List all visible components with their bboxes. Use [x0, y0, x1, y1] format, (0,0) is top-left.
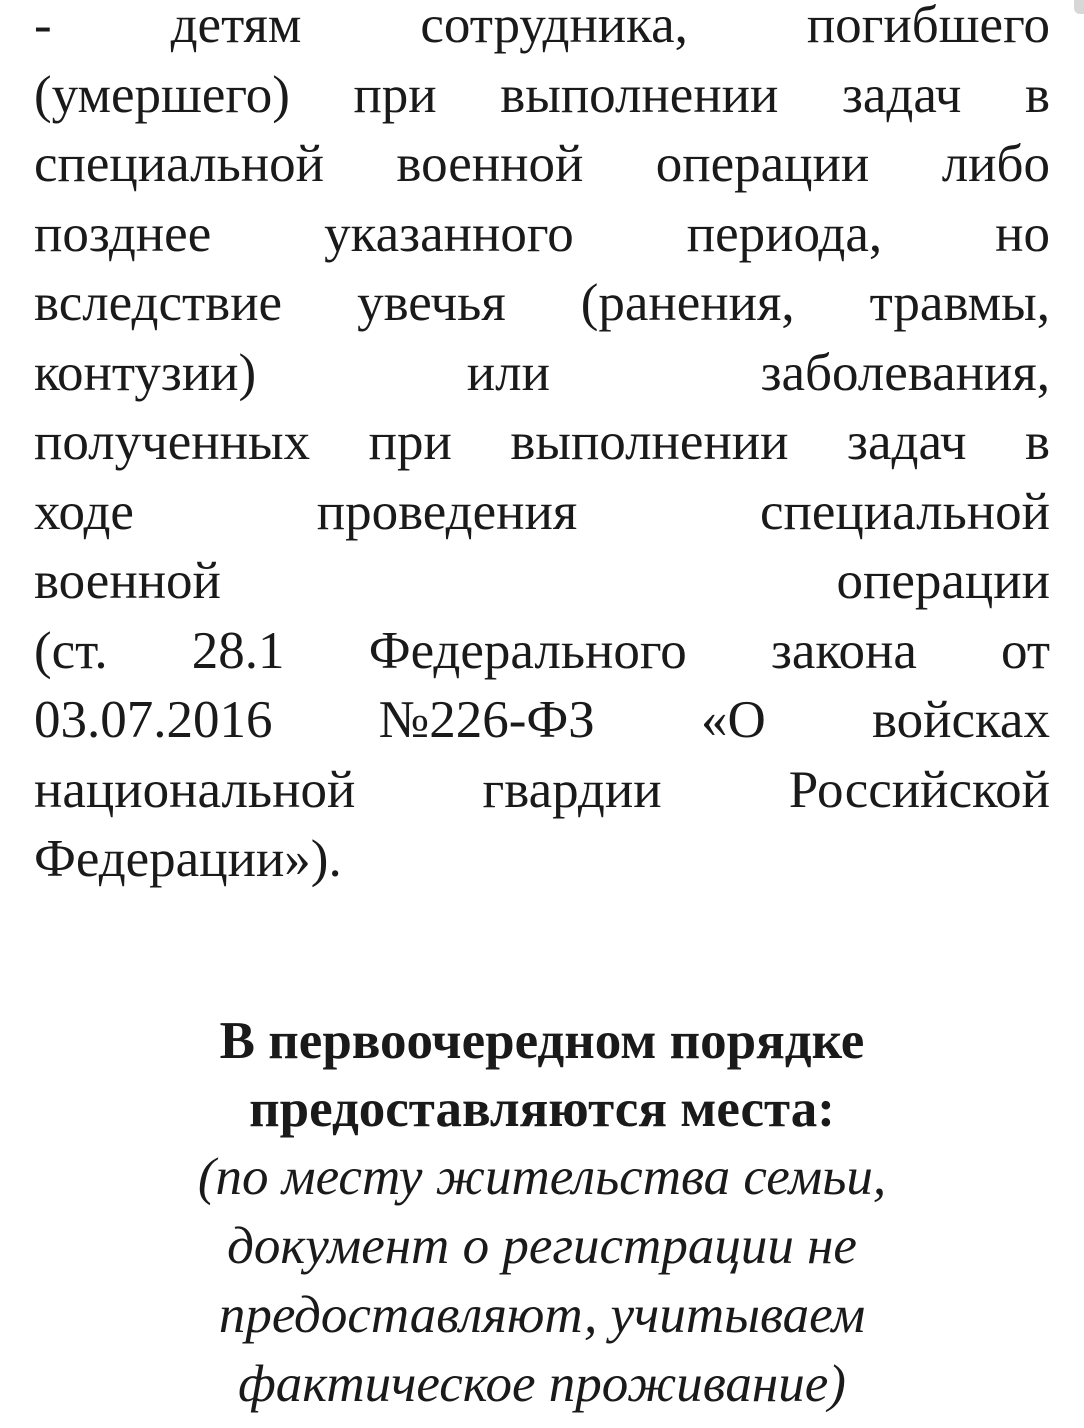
scrollbar-thumb[interactable]	[1074, 0, 1084, 14]
word: сотрудника,	[420, 0, 688, 54]
word: специальной	[760, 482, 1050, 541]
word: задач	[847, 413, 967, 471]
text-line	[34, 686, 1050, 756]
word: но	[995, 204, 1050, 263]
word: в	[1024, 65, 1050, 124]
word: погибшего	[806, 0, 1050, 54]
word: выполнении	[510, 413, 789, 471]
word: от	[1001, 621, 1050, 680]
paragraph-gap	[34, 895, 1050, 1007]
word: Федерации»).	[34, 830, 342, 888]
text-line	[34, 200, 1050, 270]
word: специальной	[34, 135, 324, 193]
word: (ст.	[34, 621, 108, 680]
word: при	[353, 65, 437, 124]
word: выполнении	[500, 65, 779, 124]
word: национальной	[34, 760, 356, 819]
section-heading	[34, 1007, 1050, 1143]
word: заболевания,	[760, 343, 1050, 402]
heading-line: В первоочередном порядке	[219, 1011, 865, 1070]
heading-line: предоставляются места:	[249, 1079, 835, 1138]
word: проведения	[316, 482, 578, 541]
word: позднее	[34, 204, 212, 263]
word: указанного	[324, 204, 574, 263]
word: военной	[34, 552, 221, 610]
text-line	[34, 408, 1050, 478]
word: периода,	[686, 204, 883, 263]
text-line	[34, 0, 1050, 61]
text-line	[34, 478, 1050, 548]
word: (умершего)	[34, 65, 290, 124]
word: либо	[941, 135, 1050, 193]
word: (ранения,	[580, 274, 795, 332]
body-paragraph	[34, 0, 1050, 895]
text-line	[34, 547, 1050, 617]
word: при	[368, 413, 452, 471]
italic-note	[34, 1143, 1050, 1419]
word: полученных	[34, 413, 311, 471]
word: задач	[841, 65, 962, 124]
word: 03.07.2016	[34, 691, 273, 749]
word: или	[466, 343, 550, 402]
word: увечья	[357, 274, 506, 332]
word: гвардии	[482, 760, 662, 819]
word: №226-ФЗ	[378, 691, 595, 749]
word: -	[34, 0, 52, 54]
word: контузии)	[34, 343, 257, 402]
text-line	[34, 617, 1050, 687]
word: военной	[396, 135, 584, 193]
word: закона	[770, 621, 917, 680]
word: войсках	[871, 691, 1050, 749]
document-page	[34, 0, 1050, 1419]
word: Российской	[788, 760, 1050, 819]
text-line	[34, 61, 1050, 131]
word: детям	[170, 0, 302, 54]
text-line	[34, 339, 1050, 409]
note-line: документ о регистрации не	[227, 1216, 857, 1275]
note-line: (по месту жительства семьи,	[197, 1147, 887, 1206]
word: «О	[700, 691, 766, 749]
text-line	[34, 825, 1050, 895]
word: операции	[836, 552, 1050, 610]
note-line: фактическое проживание)	[238, 1354, 846, 1413]
note-line: предоставляют, учитываем	[218, 1285, 866, 1344]
text-line	[34, 269, 1050, 339]
word: вследствие	[34, 274, 283, 332]
word: травмы,	[869, 274, 1050, 332]
word: операции	[655, 135, 870, 193]
word: 28.1	[191, 621, 285, 680]
text-line	[34, 756, 1050, 826]
word: Федерального	[368, 621, 687, 680]
text-line	[34, 130, 1050, 200]
word: ходе	[34, 482, 134, 541]
word: в	[1024, 413, 1050, 471]
